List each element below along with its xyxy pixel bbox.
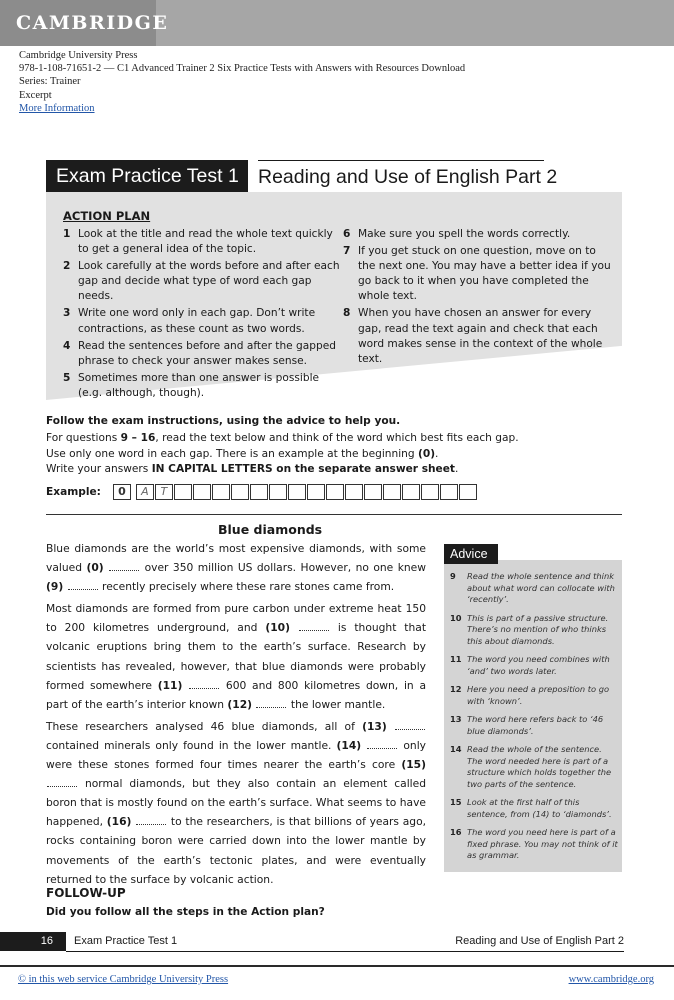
empty-answer-box [402,484,420,500]
action-plan-title: ACTION PLAN [63,209,151,223]
action-plan-item [63,371,343,401]
advice-number: 16 [450,827,462,837]
gap-number-12: (12) [227,697,253,711]
action-plan-number: 8 [343,307,351,320]
footer-part-label: Reading and Use of English Part 2 [455,935,624,947]
instructions-line-1 [46,431,626,446]
instructions-text: For questions [46,432,121,445]
text-span: to the researchers, is that billions of years ago, rocks containing boron were carried down into the lower mantle by movements of the earth’s tectonic plates, and were eventually returned to the surface by volcanic action. [46,815,427,886]
empty-answer-box [364,484,382,500]
advice-text: Read the whole of the sentence. The word needed here is part of a structure which holds together the two parts of the sentence. [467,744,612,789]
empty-answer-box [212,484,230,500]
web-footer-rule [0,965,674,967]
example-answer-row [46,483,478,500]
instructions-text: Write your answers [46,463,152,476]
book-series: Series: Trainer [19,76,81,88]
text-span: Most diamonds are formed from pure carbon under extreme heat 150 to 200 kilometres underground, and [46,602,426,635]
action-plan-item [343,244,613,304]
capital-letters-note: IN CAPITAL LETTERS on the separate answer sheet [151,463,455,476]
action-plan-number: 4 [63,339,71,352]
gap-number-10: (10) [265,621,291,635]
advice-text: The word you need combines with ‘and’ two words later. [467,654,610,676]
section-divider [46,514,622,515]
empty-answer-box [288,484,306,500]
example-letter-box: T [155,484,173,500]
text-span: normal diamonds, but they also contain an element called boron that is mostly found on the earth’s surface. What seems to have happened, [46,777,426,829]
empty-answer-box [269,484,287,500]
answer-gap [299,623,329,631]
question-range: 9 – 16 [120,432,156,445]
test-title: Exam Practice Test 1 [46,160,248,193]
advice-text: The word here refers back to ‘46 blue diamonds’. [467,714,604,736]
reading-title: Blue diamonds [218,522,323,537]
action-plan-column-right [343,227,613,369]
action-plan-number: 6 [343,228,351,240]
action-plan-item [343,306,613,366]
answer-gap [256,700,286,708]
text-span: recently precisely where these rare stones came from. [102,580,395,594]
action-plan-text [78,371,343,401]
gap-number-9: (9) [46,580,64,594]
answer-gap [395,722,425,730]
advice-number: 14 [450,744,462,754]
action-plan-number: 1 [63,228,71,240]
action-plan-number: 7 [343,245,351,258]
advice-item [450,714,618,737]
paragraph-2 [46,599,426,714]
copyright-link[interactable]: © in this web service Cambridge University Press [18,974,229,985]
empty-answer-box [421,484,439,500]
empty-answer-box [231,484,249,500]
instructions-text: , read the text below and think of the word which best fits each gap. [155,432,519,445]
action-plan-text: Write one word only in each gap. Don’t write contractions, as these count as two words. [78,307,316,335]
publisher-name: Cambridge University Press [19,50,138,61]
reading-text [46,539,426,892]
footer-rule [66,951,624,952]
empty-answer-box [459,484,477,500]
gap-number-0: (0) [86,561,104,575]
gap-number-11: (11) [157,678,183,692]
advice-title: Advice [444,544,498,564]
action-plan-item [63,306,343,336]
advice-item [450,827,618,862]
gap-number-14: (14) [336,738,362,752]
action-plan-text: Read the sentences before and after the gapped phrase to check your answer makes sense. [78,339,336,367]
excerpt-label: Excerpt [19,89,52,101]
advice-number: 15 [450,797,462,807]
example-number-box: 0 [113,484,131,500]
answer-gap [109,563,139,571]
action-plan-item [63,339,343,369]
text-span: over 350 million US dollars. However, no one knew [144,561,426,575]
advice-item [450,797,618,820]
answer-gap [68,582,98,590]
text-span: Blue diamonds are the world’s most expensive diamonds, with some valued [46,542,426,575]
advice-number: 12 [450,684,462,694]
action-plan-text: Make sure you spell the words correctly. [358,228,571,240]
example-label: Example: [46,485,101,498]
advice-text: Read the whole sentence and think about what word can collocate with ‘recently’. [467,571,615,604]
answer-gap [367,741,397,749]
empty-answer-box [345,484,363,500]
action-plan-text: Look at the title and read the whole text quickly to get a general idea of the topic. [78,228,333,256]
text-span: contained minerals only found in the lower mantle. [46,738,332,752]
advice-list [450,571,618,869]
answer-gap [47,779,77,787]
action-plan-item [343,227,613,242]
follow-up-title: FOLLOW-UP [46,886,126,900]
instructions-text: Use only one word in each gap. There is an example at the beginning [46,447,418,460]
empty-answer-boxes [174,484,478,500]
action-plan-example: (e.g. although, though). [78,386,205,399]
page-number: 16 [0,932,66,951]
empty-answer-box [250,484,268,500]
instructions-text: . [454,463,459,476]
advice-item [450,744,618,790]
part-title: Reading and Use of English Part 2 [258,160,544,193]
advice-item [450,613,618,648]
advice-number: 9 [450,571,456,581]
empty-answer-box [193,484,211,500]
follow-up-question: Did you follow all the steps in the Action plan? [46,906,325,918]
action-plan-item [63,259,343,304]
text-span: is thought that volcanic eruptions bring them to the earth’s surface. Research by scientists has revealed, however, that blue diamonds were probably formed somewhere [46,621,427,692]
paragraph-1 [46,539,426,596]
action-plan-text: When you have chosen an answer for every gap, read the text again and check that each word makes sense in the context of the whole text. [358,307,603,365]
advice-text: The word you need here is part of a fixed phrase. You may not think of it as grammar. [467,827,618,860]
instructions-line-2 [46,447,626,462]
cambridge-logo: CAMBRIDGE [16,12,169,34]
answer-gap [189,681,219,689]
text-span: 600 and 800 kilometres down, in a part of the earth’s interior known [46,678,427,711]
advice-text: This is part of a passive structure. There’s no mention of who thinks this about diamonds. [467,612,609,646]
action-plan-number: 5 [63,371,71,384]
advice-item [450,684,618,707]
empty-answer-box [326,484,344,500]
instructions-lead: Follow the exam instructions, using the advice to help you. [46,415,401,427]
action-plan-item [63,227,343,257]
action-plan-text: If you get stuck on one question, move on to the next one. You may have a better idea if you go back to it when you have completed the whole text. [358,245,611,303]
website-link[interactable]: www.cambridge.org [568,974,654,985]
advice-number: 10 [450,612,462,623]
book-isbn-title: 978-1-108-71651-2 — C1 Advanced Trainer 2 Six Practice Tests with Answers with Resources Download [19,63,466,75]
gap-number-16: (16) [106,815,132,829]
text-span: These researchers analysed 46 blue diamonds, all of [46,719,355,733]
text-span: the lower mantle. [290,697,386,711]
instructions-text: . [435,447,439,460]
footer-test-label: Exam Practice Test 1 [74,935,178,947]
action-plan-number: 3 [63,307,71,320]
example-reference: (0) [417,447,436,460]
advice-item [450,571,618,606]
example-letter-box: A [136,484,154,500]
action-plan-column-left [63,227,343,403]
action-plan-text: Look carefully at the words before and after each gap and decide what type of word each gap needs. [78,260,340,303]
exam-instructions [46,414,626,478]
publisher-info [19,49,465,115]
advice-text: Look at the first half of this sentence, from (14) to ‘diamonds’. [467,797,612,819]
more-information-link[interactable]: More Information [19,102,95,114]
empty-answer-box [307,484,325,500]
answer-gap [136,817,166,825]
advice-text: Here you need a preposition to go with ‘known’. [467,684,610,706]
action-plan-text-main: Sometimes more than one answer is possible [78,371,320,384]
advice-number: 13 [450,714,462,724]
text-span: only were these stones formed four times nearer the earth’s core [46,738,426,772]
advice-number: 11 [450,654,462,664]
empty-answer-box [174,484,192,500]
gap-number-15: (15) [401,758,426,772]
paragraph-3 [46,717,426,889]
empty-answer-box [383,484,401,500]
instructions-line-3 [46,462,626,477]
action-plan-number: 2 [63,260,71,273]
gap-number-13: (13) [362,719,387,733]
empty-answer-box [440,484,458,500]
advice-item [450,654,618,677]
